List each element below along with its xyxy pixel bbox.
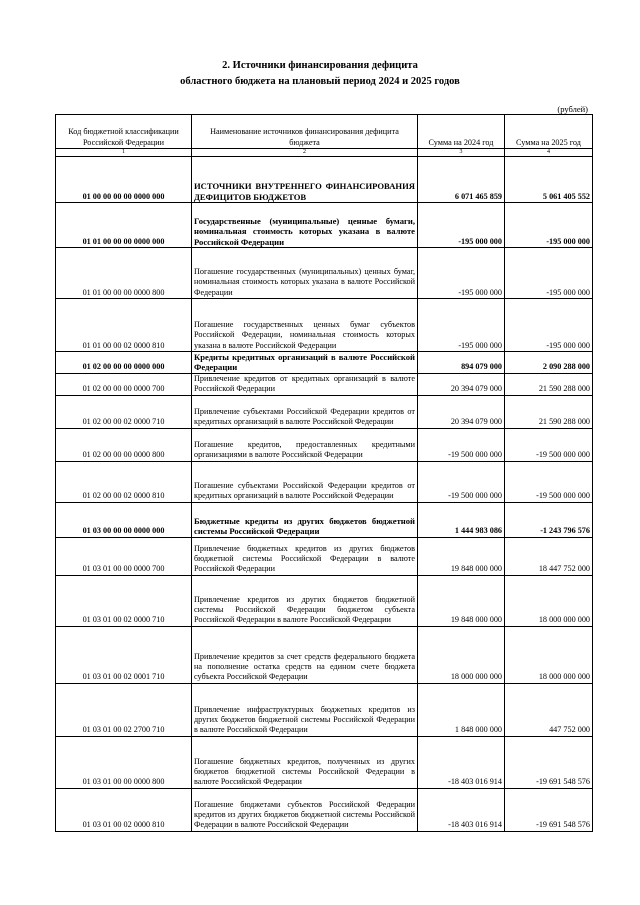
row-sum-2024-cell: -195 000 000	[418, 203, 505, 248]
row-code-cell: 01 02 00 00 00 0000 000	[56, 352, 192, 374]
row-sum-2025-cell: 447 752 000	[505, 683, 593, 736]
row-code-cell: 01 01 00 00 02 0000 810	[56, 299, 192, 352]
row-name-cell: Привлечение кредитов за счет средств федерального бюджета на пополнение остатка средств на едином счете бюджета субъекта Российской Федерации	[192, 626, 418, 683]
row-sum-2025-cell: -19 500 000 000	[505, 461, 593, 502]
row-sum-2025-cell: 18 000 000 000	[505, 575, 593, 626]
header-code: Код бюджетной классификации Российской Федерации	[56, 115, 192, 149]
row-sum-2024-cell: -19 500 000 000	[418, 461, 505, 502]
table-row	[56, 461, 593, 502]
row-sum-2025-cell: 21 590 288 000	[505, 373, 593, 395]
column-number: 4	[505, 149, 593, 157]
row-sum-2024-cell: 19 848 000 000	[418, 537, 505, 575]
column-number: 3	[418, 149, 505, 157]
row-code-cell: 01 01 00 00 00 0000 000	[56, 203, 192, 248]
row-code-cell: 01 03 01 00 00 0000 800	[56, 736, 192, 788]
row-code-cell: 01 03 00 00 00 0000 000	[56, 502, 192, 537]
column-number-row	[56, 149, 593, 157]
row-sum-2024-cell: 1 848 000 000	[418, 683, 505, 736]
row-sum-2024-cell: -19 500 000 000	[418, 428, 505, 461]
row-sum-2025-cell: -19 500 000 000	[505, 428, 593, 461]
table-row	[56, 626, 593, 683]
row-sum-2024-cell: 6 071 465 859	[418, 157, 505, 203]
row-name-cell: Бюджетные кредиты из других бюджетов бюджетной системы Российской Федерации	[192, 502, 418, 537]
row-name-cell: Погашение государственных (муниципальных) ценных бумаг, номинальная стоимость которых указана в валюте Российской Федерации	[192, 248, 418, 299]
table-row	[56, 373, 593, 395]
row-name-cell: Привлечение кредитов из других бюджетов бюджетной системы Российской Федерации бюджетом субъекта Российской Федерации в валюте Российской Федерации	[192, 575, 418, 626]
row-sum-2024-cell: -195 000 000	[418, 248, 505, 299]
row-code-cell: 01 02 00 00 02 0000 710	[56, 395, 192, 428]
header-sum-2025: Сумма на 2025 год	[505, 115, 593, 149]
row-name-cell: Кредиты кредитных организаций в валюте Российской Федерации	[192, 352, 418, 374]
row-code-cell: 01 02 00 00 00 0000 800	[56, 428, 192, 461]
row-sum-2024-cell: 894 079 000	[418, 352, 505, 374]
row-sum-2024-cell: -18 403 016 914	[418, 788, 505, 831]
row-name-cell: ИСТОЧНИКИ ВНУТРЕННЕГО ФИНАНСИРОВАНИЯ ДЕФИЦИТОВ БЮДЖЕТОВ	[192, 157, 418, 203]
row-name-cell: Государственные (муниципальные) ценные бумаги, номинальная стоимость которых указана в валюте Российской Федерации	[192, 203, 418, 248]
row-name-cell: Погашение субъектами Российской Федерации кредитов от кредитных организаций в валюте Российской Федерации	[192, 461, 418, 502]
row-name-cell: Привлечение кредитов от кредитных организаций в валюте Российской Федерации	[192, 373, 418, 395]
row-code-cell: 01 03 01 00 02 0000 710	[56, 575, 192, 626]
table-row	[56, 395, 593, 428]
row-sum-2024-cell: 20 394 079 000	[418, 373, 505, 395]
row-sum-2024-cell: 20 394 079 000	[418, 395, 505, 428]
row-sum-2024-cell: -195 000 000	[418, 299, 505, 352]
table-row	[56, 537, 593, 575]
table-row	[56, 788, 593, 831]
table-row	[56, 203, 593, 248]
row-sum-2025-cell: 2 090 288 000	[505, 352, 593, 374]
row-name-cell: Привлечение бюджетных кредитов из других бюджетов бюджетной системы Российской Федерации в валюте Российской Федерации	[192, 537, 418, 575]
row-sum-2025-cell: -195 000 000	[505, 248, 593, 299]
row-code-cell: 01 00 00 00 00 0000 000	[56, 157, 192, 203]
table-row	[56, 299, 593, 352]
row-name-cell: Погашение бюджетами субъектов Российской Федерации кредитов из других бюджетов бюджетной системы Российской Федерации в валюте Российской Федерации	[192, 788, 418, 831]
row-sum-2024-cell: 1 444 983 086	[418, 502, 505, 537]
row-sum-2025-cell: -195 000 000	[505, 299, 593, 352]
header-name: Наименование источников финансирования дефицита бюджета	[192, 115, 418, 149]
row-sum-2024-cell: 18 000 000 000	[418, 626, 505, 683]
row-sum-2025-cell: -19 691 548 576	[505, 736, 593, 788]
table-row	[56, 502, 593, 537]
row-code-cell: 01 02 00 00 00 0000 700	[56, 373, 192, 395]
row-sum-2025-cell: -1 243 796 576	[505, 502, 593, 537]
units-label: (рублей)	[557, 104, 588, 114]
row-code-cell: 01 03 01 00 02 0000 810	[56, 788, 192, 831]
table-row	[56, 683, 593, 736]
row-name-cell: Погашение кредитов, предоставленных кредитными организациями в валюте Российской Федерации	[192, 428, 418, 461]
row-code-cell: 01 03 01 00 02 2700 710	[56, 683, 192, 736]
row-name-cell: Привлечение инфраструктурных бюджетных кредитов из других бюджетов бюджетной системы Российской Федерации в валюте Российской Федерации	[192, 683, 418, 736]
title-line-1: 2. Источники финансирования дефицита	[222, 60, 418, 71]
row-sum-2024-cell: -18 403 016 914	[418, 736, 505, 788]
row-code-cell: 01 03 01 00 00 0000 700	[56, 537, 192, 575]
table-header-row	[56, 115, 593, 149]
row-code-cell: 01 03 01 00 02 0001 710	[56, 626, 192, 683]
table-row	[56, 248, 593, 299]
table-row	[56, 428, 593, 461]
row-code-cell: 01 02 00 00 02 0000 810	[56, 461, 192, 502]
title-line-2: областного бюджета на плановый период 2024 и 2025 годов	[180, 76, 460, 87]
row-name-cell: Погашение государственных ценных бумаг субъектов Российской Федерации, номинальная стоимость которых указана в валюте Российской Федерации	[192, 299, 418, 352]
table-row	[56, 352, 593, 374]
column-number: 2	[192, 149, 418, 157]
document-title	[0, 58, 640, 90]
row-sum-2025-cell: -19 691 548 576	[505, 788, 593, 831]
table-row	[56, 575, 593, 626]
row-sum-2025-cell: -195 000 000	[505, 203, 593, 248]
row-sum-2024-cell: 19 848 000 000	[418, 575, 505, 626]
row-name-cell: Привлечение субъектами Российской Федерации кредитов от кредитных организаций в валюте Российской Федерации	[192, 395, 418, 428]
column-number: 1	[56, 149, 192, 157]
financing-sources-table	[55, 114, 593, 832]
row-name-cell: Погашение бюджетных кредитов, полученных из других бюджетов бюджетной системы Российской Федерации в валюте Российской Федерации	[192, 736, 418, 788]
row-sum-2025-cell: 21 590 288 000	[505, 395, 593, 428]
table-row	[56, 157, 593, 203]
row-code-cell: 01 01 00 00 00 0000 800	[56, 248, 192, 299]
header-sum-2024: Сумма на 2024 год	[418, 115, 505, 149]
table-row	[56, 736, 593, 788]
row-sum-2025-cell: 5 061 405 552	[505, 157, 593, 203]
row-sum-2025-cell: 18 447 752 000	[505, 537, 593, 575]
row-sum-2025-cell: 18 000 000 000	[505, 626, 593, 683]
